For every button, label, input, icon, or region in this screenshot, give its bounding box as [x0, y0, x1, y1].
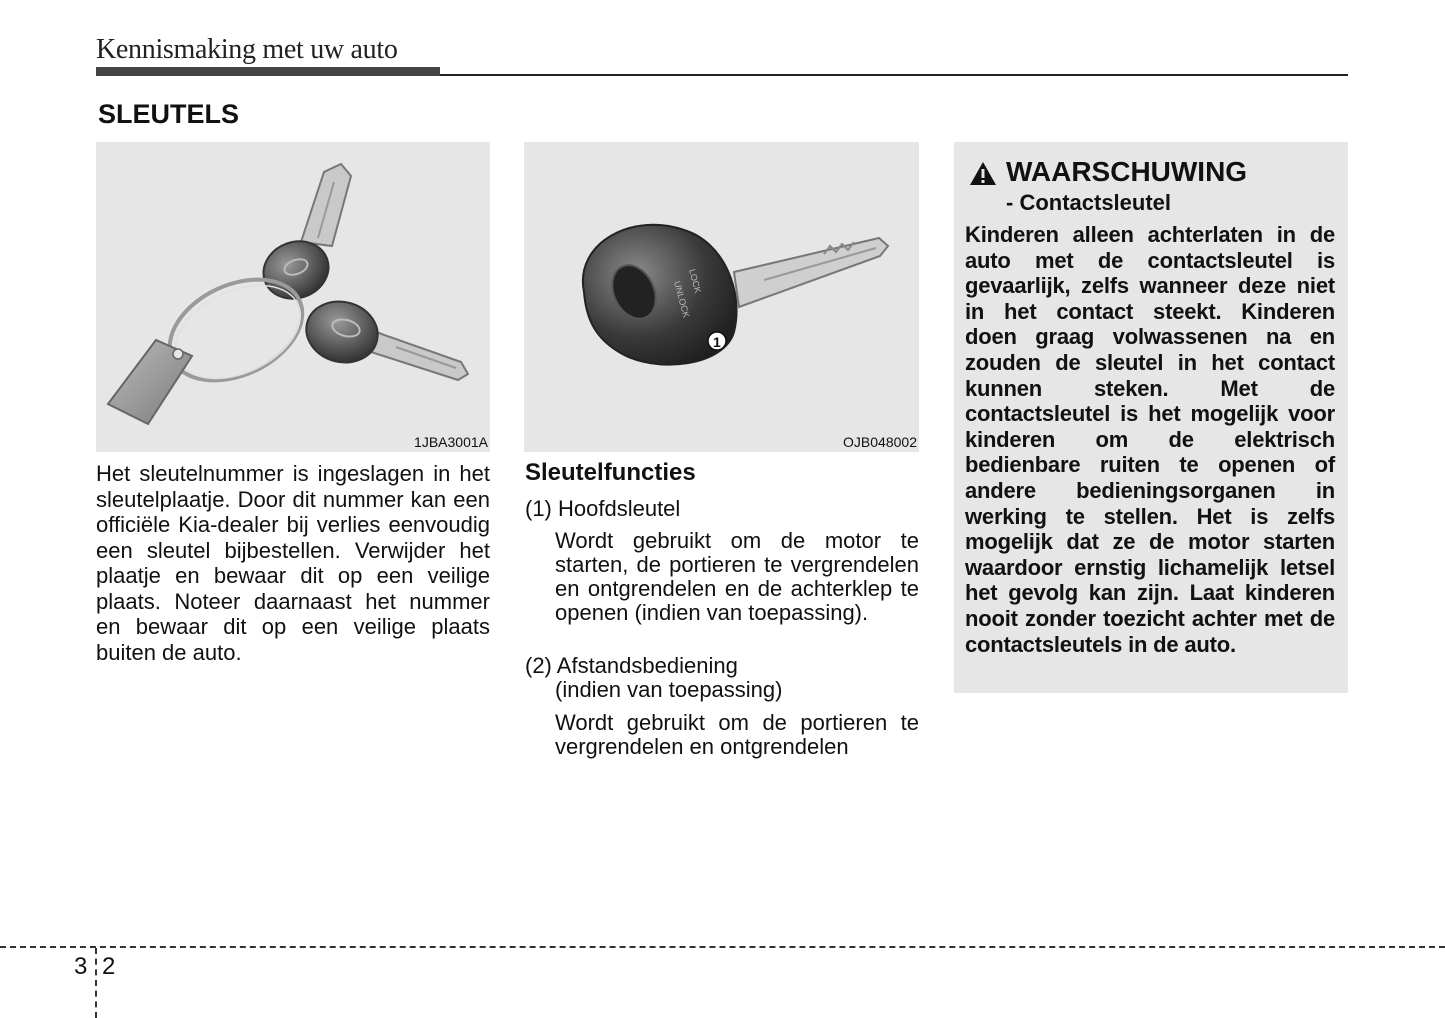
item-desc-remote: Wordt gebruikt om de portieren te vergrendelen en ontgrendelen [555, 710, 919, 759]
figure-keys-ring [96, 142, 490, 452]
figure-main-key [524, 142, 919, 452]
page-number: 2 [102, 953, 116, 980]
key-number-paragraph: Het sleutelnummer is ingeslagen in het sleutelplaatje. Door dit nummer kan een officiële Kia-dealer bij verlies eenvoudig een sleutel bijbestellen. Verwijder het plaatje en bewaar dit op een veilige plaats. Noteer daarnaast het nummer en bewaar dit op een veilige plaats buiten de auto. [96, 461, 490, 665]
lock-label: LOCK [687, 267, 704, 295]
item-label-remote-note: (indien van toepassing) [555, 677, 783, 702]
footer-divider [95, 948, 97, 1018]
figure-code: 1JBA3001A [414, 434, 488, 450]
figure-code: OJB048002 [843, 434, 917, 450]
unlock-label: UNLOCK [672, 279, 692, 319]
section-title: SLEUTELS [98, 99, 240, 129]
main-key-illustration [524, 142, 919, 452]
subheading-key-functions: Sleutelfuncties [525, 459, 696, 486]
running-header: Kennismaking met uw auto [96, 34, 398, 65]
warning-title: WAARSCHUWING [1006, 156, 1248, 187]
item-label-main-key: (1) Hoofdsleutel [525, 496, 681, 521]
item-desc-main-key: Wordt gebruikt om de motor te starten, de portieren te vergrendelen en ontgrendelen en de achterklep te openen (indien van toepassing). [555, 528, 919, 625]
header-rule-thin [440, 74, 1348, 76]
warning-subtitle: - Contactsleutel [1006, 190, 1172, 215]
chapter-number: 3 [74, 953, 88, 980]
callout-number: 1 [713, 334, 721, 350]
item-label-remote: (2) Afstandsbediening [525, 653, 738, 678]
keys-ring-illustration [96, 142, 490, 452]
header-rule-thick [96, 67, 440, 76]
warning-triangle-icon [968, 160, 998, 187]
warning-box [954, 142, 1348, 693]
footer-rule [0, 946, 1445, 948]
warning-text: Kinderen alleen achterlaten in de auto met de contactsleutel is gevaarlijk, zelfs wanneer deze niet in het contact steekt. Kinderen doen graag volwassenen na en zouden de sleutel in het contact kunnen steken. Met de contactsleutel is het mogelijk voor kinderen om de elektrisch bedienbare ruiten te openen of andere bedieningsorganen in werking te stellen. Het is zelfs mogelijk dat ze de motor starten waardoor ernstig lichamelijk letsel het gevolg kan zijn. Laat kinderen nooit zonder toezicht achter met de contactsleutels in de auto. [965, 222, 1335, 657]
